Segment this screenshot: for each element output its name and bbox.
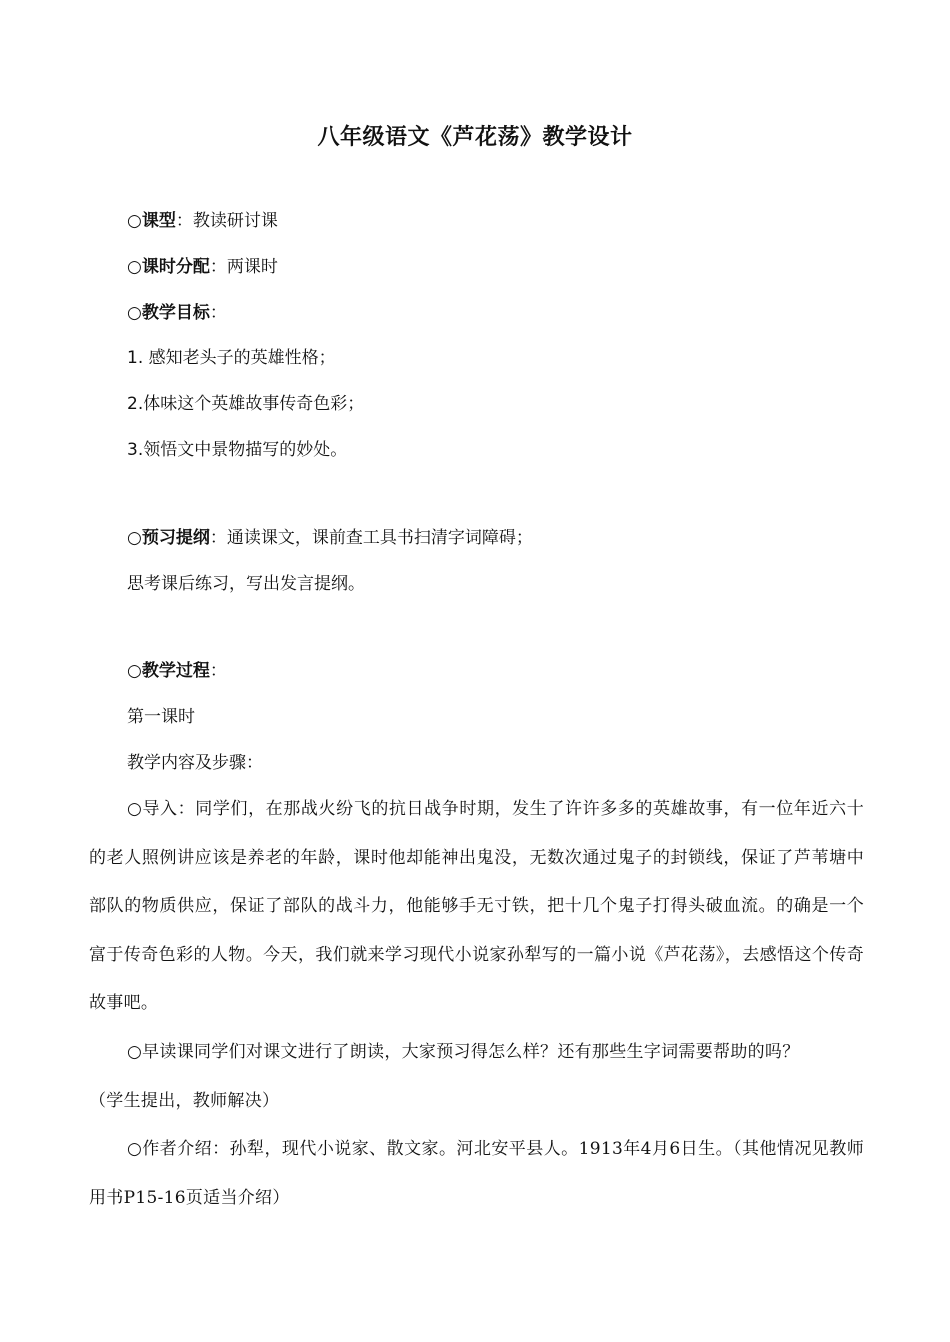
course-type-line: [127, 208, 278, 234]
hours-line: [127, 254, 278, 280]
separator: ：: [209, 303, 227, 323]
objectives-label: 教学目标: [141, 303, 210, 323]
bullet-marker: ○: [127, 528, 142, 548]
preview-label: 预习提纲: [141, 528, 210, 548]
objective-text: 感知老头子的英雄性格；: [143, 348, 336, 368]
objective-number: 3.: [127, 440, 144, 460]
course-type-value: 教读研讨课: [192, 211, 278, 231]
bullet-marker: ○: [127, 257, 142, 277]
hours-value: 两课时: [226, 257, 278, 277]
objective-text: 体味这个英雄故事传奇色彩；: [143, 394, 365, 414]
objective-item-2: [127, 391, 364, 417]
separator: ：: [175, 211, 193, 231]
bullet-marker: ○: [127, 211, 142, 231]
objective-number: 1.: [127, 348, 144, 368]
bullet-marker: ○: [127, 661, 142, 681]
process-label: 教学过程: [141, 661, 210, 681]
hours-label: 课时分配: [141, 257, 210, 277]
separator: ：: [209, 661, 227, 681]
bullet-marker: ○: [127, 303, 142, 323]
intro-paragraph: ○导入：同学们，在那战火纷飞的抗日战争时期，发生了许许多多的英雄故事，有一位年近六十的老人照例讲应该是养老的年龄，课时他却能神出鬼没，无数次通过鬼子的封锁线，保证了芦苇塘中部队的物质供应，保证了部队的战斗力，他能够手无寸铁，把十几个鬼子打得头破血流。的确是一个富于传奇色彩的人物。今天，我们就来学习现代小说家孙犁写的一篇小说《芦花荡》，去感悟这个传奇故事吧。: [89, 799, 864, 1013]
preview-line-2: 思考课后练习，写出发言提纲。: [127, 574, 365, 594]
preview-line: [127, 525, 533, 551]
separator: ：: [209, 257, 227, 277]
objective-text: 领悟文中景物描写的妙处。: [143, 440, 348, 460]
document-title: 八年级语文《芦花荡》教学设计: [317, 125, 633, 150]
separator: ：: [209, 528, 227, 548]
steps-heading: 教学内容及步骤：: [127, 753, 263, 773]
reading-note: （学生提出，教师解决）: [89, 1091, 280, 1111]
preview-value: 通读课文，课前查工具书扫清字词障碍；: [226, 528, 533, 548]
course-type-label: 课型: [141, 211, 176, 231]
objective-item-3: [127, 437, 347, 463]
process-heading: [127, 658, 227, 684]
reading-paragraph: ○早读课同学们对课文进行了朗读，大家预习得怎么样？还有那些生字词需要帮助的吗？: [127, 1042, 800, 1062]
objective-item-1: [127, 345, 336, 371]
objective-number: 2.: [127, 394, 144, 414]
objectives-heading: [127, 300, 227, 326]
author-paragraph: ○作者介绍：孙犁，现代小说家、散文家。河北安平县人。1913年4月6日生。（其他情况见教师用书P15-16页适当介绍）: [89, 1139, 864, 1208]
lesson-title: 第一课时: [127, 707, 195, 727]
